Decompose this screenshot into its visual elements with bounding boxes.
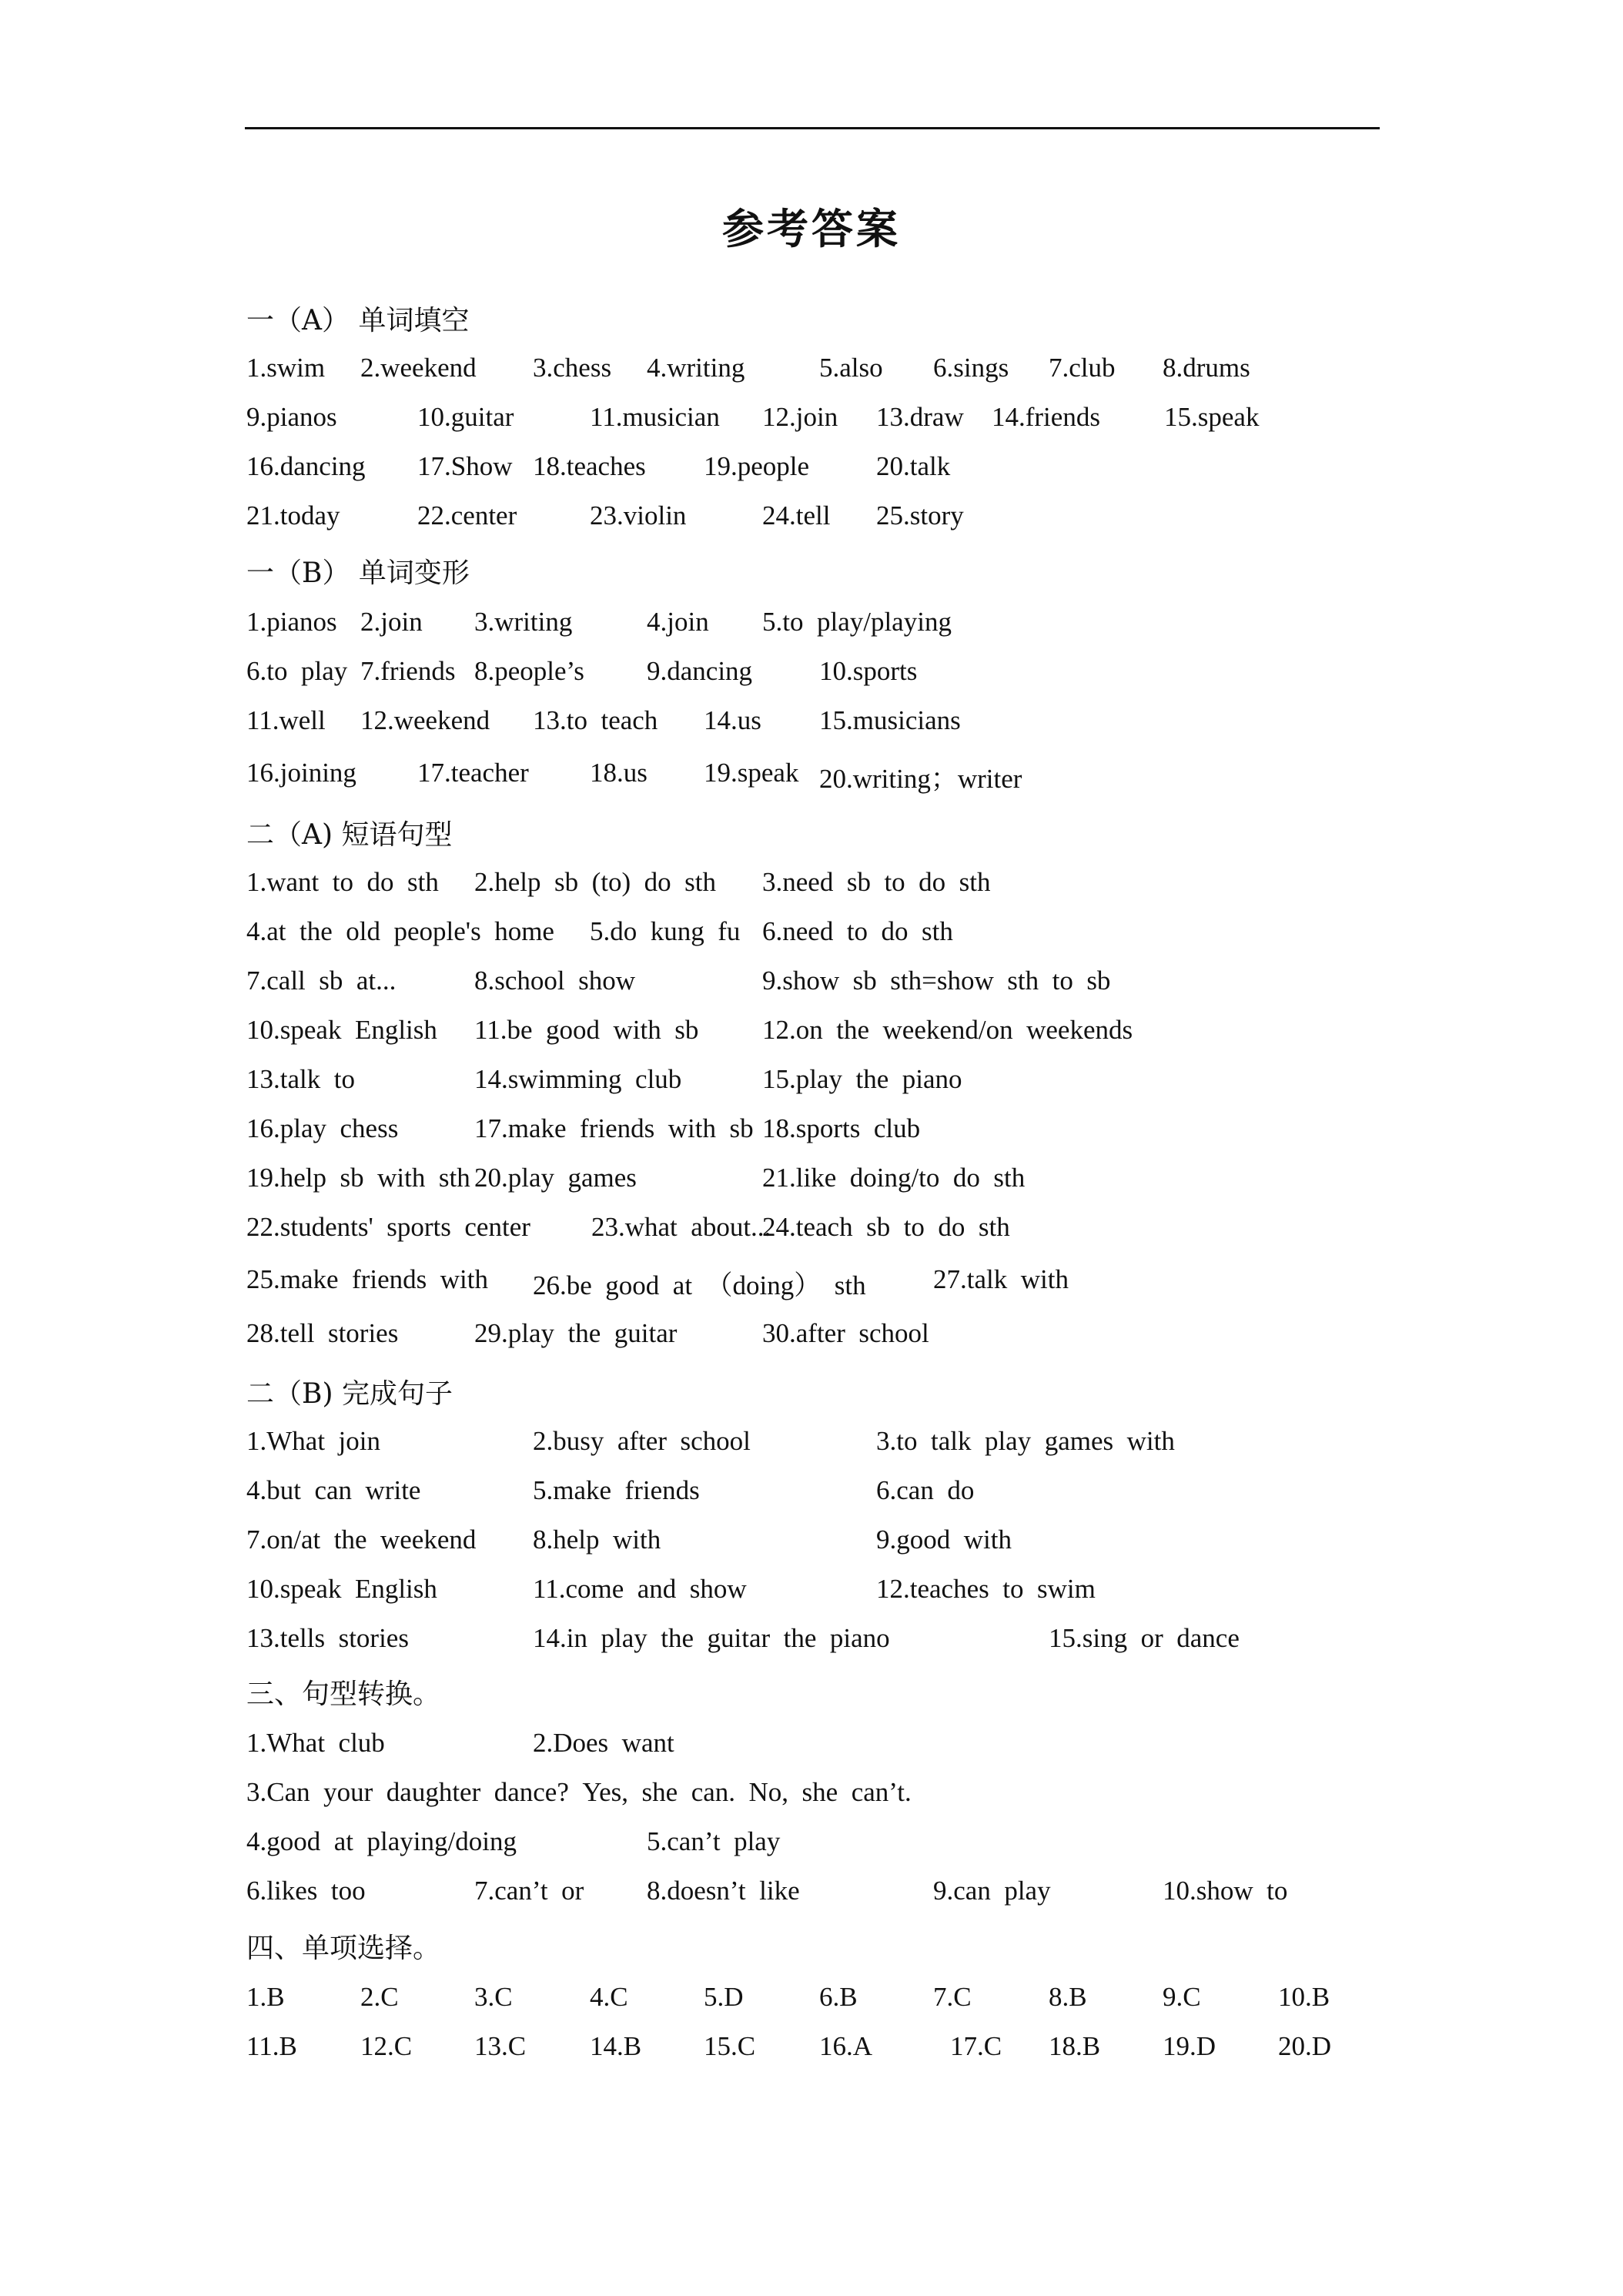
answer-row: [0, 1113, 1623, 1150]
answer-item: 1.B: [246, 1982, 285, 2012]
answer-item: 12.join: [762, 402, 838, 432]
answer-item: 8.doesn’t like: [647, 1876, 800, 1906]
answer-item: 12.weekend: [360, 705, 490, 735]
answer-item: 10.speak English: [246, 1574, 437, 1604]
answer-item: 10.B: [1278, 1982, 1330, 2012]
answer-row: [0, 353, 1623, 390]
answer-item: 11.be good with sb: [474, 1015, 699, 1045]
answer-item: 12.teaches to swim: [876, 1574, 1096, 1604]
answer-item: 20.play games: [474, 1163, 637, 1193]
answer-item: 19.help sb with sth: [246, 1163, 470, 1193]
answer-item: 3.need sb to do sth: [762, 867, 991, 897]
answer-row: [0, 1163, 1623, 1200]
answer-item: 19.D: [1163, 2031, 1216, 2061]
answer-item: 13.to teach: [533, 705, 658, 735]
answer-row: [0, 1876, 1623, 1913]
answer-item: 18.B: [1049, 2031, 1101, 2061]
answer-item: 13.C: [474, 2031, 527, 2061]
answer-item: 7.call sb at...: [246, 966, 397, 996]
answer-item: 9.pianos: [246, 402, 337, 432]
answer-item: 6.likes too: [246, 1876, 366, 1906]
answer-row: [0, 916, 1623, 953]
answer-item: 8.school show: [474, 966, 636, 996]
answer-item: 15.sing or dance: [1049, 1623, 1240, 1653]
answer-item: 16.joining: [246, 758, 356, 788]
answer-item: 2.join: [360, 607, 423, 637]
answer-item: 2.C: [360, 1982, 399, 2012]
answer-item: 17.Show: [417, 451, 513, 481]
page-title: 参考答案: [722, 204, 901, 253]
answer-item: 20.talk: [876, 451, 951, 481]
section-heading: 三、句型转换。: [246, 1678, 441, 1710]
answer-item: 6.to play: [246, 656, 348, 686]
answer-item: 23.what about...: [591, 1212, 771, 1242]
answer-item: 10.guitar: [417, 402, 514, 432]
answer-item: 16.play chess: [246, 1113, 399, 1143]
answer-item: 7.on/at the weekend: [246, 1525, 477, 1555]
answer-row: [0, 966, 1623, 1002]
answer-row: [0, 1826, 1623, 1863]
answer-item: 5.can’t play: [647, 1826, 781, 1856]
section-heading: 一（B） 单词变形: [246, 557, 470, 589]
answer-item: 5.also: [819, 353, 883, 383]
answer-item: 2.busy after school: [533, 1426, 751, 1456]
answer-item: 2.Does want: [533, 1728, 674, 1758]
answer-row: [0, 1475, 1623, 1512]
answer-item: 14.friends: [992, 402, 1100, 432]
answer-item: 25.make friends with: [246, 1264, 488, 1294]
answer-item: 13.draw: [876, 402, 964, 432]
answer-item: 8.B: [1049, 1982, 1087, 2012]
answer-item: 16.dancing: [246, 451, 366, 481]
answer-item: 23.violin: [590, 500, 687, 530]
answer-item: 11.musician: [590, 402, 720, 432]
answer-item: 11.come and show: [533, 1574, 747, 1604]
answer-item: 7.can’t or: [474, 1876, 584, 1906]
answer-item: 4.join: [647, 607, 709, 637]
answer-item: 18.us: [590, 758, 648, 788]
answer-row: [0, 1064, 1623, 1101]
answer-row: [0, 500, 1623, 537]
answer-item: 20.writing；writer: [819, 764, 1022, 794]
answer-item: 8.drums: [1163, 353, 1250, 383]
answer-item: 1.What join: [246, 1426, 380, 1456]
answer-row: [0, 1574, 1623, 1611]
answer-item: 29.play the guitar: [474, 1318, 678, 1348]
answer-item: 1.want to do sth: [246, 867, 439, 897]
answer-item: 5.D: [704, 1982, 744, 2012]
answer-item: 6.need to do sth: [762, 916, 953, 946]
answer-row: [0, 705, 1623, 742]
answer-item: 24.tell: [762, 500, 831, 530]
answer-item: 11.well: [246, 705, 326, 735]
answer-item: 1.swim: [246, 353, 326, 383]
answer-item: 2.weekend: [360, 353, 477, 383]
answer-item: 27.talk with: [933, 1264, 1069, 1294]
answer-item: 10.sports: [819, 656, 918, 686]
header-rule: [245, 127, 1380, 129]
answer-item: 3.writing: [474, 607, 573, 637]
section-heading: 四、单项选择。: [246, 1933, 441, 1964]
answer-item: 9.C: [1163, 1982, 1201, 2012]
answer-item: 17.C: [950, 2031, 1002, 2061]
answer-row: [0, 867, 1623, 904]
answer-item: 9.show sb sth=show sth to sb: [762, 966, 1111, 996]
answer-row: [0, 1318, 1623, 1355]
answer-item: 9.good with: [876, 1525, 1012, 1555]
answer-row: [0, 1525, 1623, 1561]
answer-item: 10.speak English: [246, 1015, 437, 1045]
answer-item: 12.on the weekend/on weekends: [762, 1015, 1133, 1045]
answer-item: 13.talk to: [246, 1064, 355, 1094]
answer-row: [0, 402, 1623, 439]
answer-item: 4.good at playing/doing: [246, 1826, 517, 1856]
answer-row: [0, 1212, 1623, 1249]
answer-item: 1.pianos: [246, 607, 337, 637]
answer-row: [0, 1623, 1623, 1660]
answer-item: 19.people: [704, 451, 810, 481]
answer-row: [0, 451, 1623, 488]
answer-item: 3.chess: [533, 353, 612, 383]
answer-item: 20.D: [1278, 2031, 1332, 2061]
answer-item: 6.sings: [933, 353, 1009, 383]
answer-item: 6.B: [819, 1982, 858, 2012]
answer-item: 13.tells stories: [246, 1623, 409, 1653]
answer-row: [0, 1982, 1623, 2019]
answer-item: 5.make friends: [533, 1475, 700, 1505]
answer-item: 3.to talk play games with: [876, 1426, 1175, 1456]
answer-item: 30.after school: [762, 1318, 929, 1348]
answer-item: 12.C: [360, 2031, 413, 2061]
answer-item: 22.center: [417, 500, 517, 530]
answer-row: [0, 1015, 1623, 1052]
answer-item: 7.C: [933, 1982, 972, 2012]
answer-item: 2.help sb (to) do sth: [474, 867, 717, 897]
answer-item: 4.writing: [647, 353, 745, 383]
answer-item: 6.can do: [876, 1475, 975, 1505]
answer-row: [0, 1426, 1623, 1463]
answer-item: 24.teach sb to do sth: [762, 1212, 1010, 1242]
answer-row: [0, 2031, 1623, 2068]
answer-item: 8.people’s: [474, 656, 584, 686]
answer-item: 1.What club: [246, 1728, 385, 1758]
answer-item: 4.at the old people's home: [246, 916, 554, 946]
answer-item: 11.B: [246, 2031, 297, 2061]
answer-item: 25.story: [876, 500, 964, 530]
section-heading: 二（A) 短语句型: [246, 819, 453, 851]
answer-item: 7.club: [1049, 353, 1116, 383]
answer-item: 15.speak: [1164, 402, 1260, 432]
answer-row: [0, 1728, 1623, 1765]
answer-item: 14.us: [704, 705, 761, 735]
answer-item: 15.musicians: [819, 705, 961, 735]
answer-item: 5.do kung fu: [590, 916, 741, 946]
section-heading: 一（A） 单词填空: [246, 305, 470, 336]
answer-item: 4.C: [590, 1982, 628, 2012]
answer-item: 14.B: [590, 2031, 642, 2061]
answer-item: 7.friends: [360, 656, 456, 686]
answer-item: 3.Can your daughter dance? Yes, she can. No, she can’t.: [246, 1777, 912, 1807]
answer-item: 17.make friends with sb: [474, 1113, 754, 1143]
answer-item: 19.speak: [704, 758, 799, 788]
answer-row: [0, 607, 1623, 644]
answer-item: 28.tell stories: [246, 1318, 399, 1348]
answer-item: 14.in play the guitar the piano: [533, 1623, 890, 1653]
answer-item: 26.be good at （doing） sth: [533, 1270, 866, 1300]
answer-item: 5.to play/playing: [762, 607, 952, 637]
answer-item: 18.sports club: [762, 1113, 921, 1143]
answer-item: 16.A: [819, 2031, 873, 2061]
answer-item: 15.C: [704, 2031, 756, 2061]
answer-item: 9.dancing: [647, 656, 753, 686]
answer-row: [0, 656, 1623, 693]
answer-item: 18.teaches: [533, 451, 646, 481]
answer-item: 8.help with: [533, 1525, 661, 1555]
answer-row: [0, 1777, 1623, 1814]
answer-item: 10.show to: [1163, 1876, 1288, 1906]
section-heading: 二（B) 完成句子: [246, 1378, 453, 1410]
answer-item: 3.C: [474, 1982, 513, 2012]
answer-item: 9.can play: [933, 1876, 1051, 1906]
answer-item: 4.but can write: [246, 1475, 421, 1505]
answer-row: [0, 758, 1623, 795]
answer-item: 15.play the piano: [762, 1064, 962, 1094]
answer-item: 21.today: [246, 500, 340, 530]
answer-item: 21.like doing/to do sth: [762, 1163, 1026, 1193]
answer-row: [0, 1264, 1623, 1301]
answer-item: 14.swimming club: [474, 1064, 682, 1094]
answer-item: 22.students' sports center: [246, 1212, 530, 1242]
answer-item: 17.teacher: [417, 758, 529, 788]
